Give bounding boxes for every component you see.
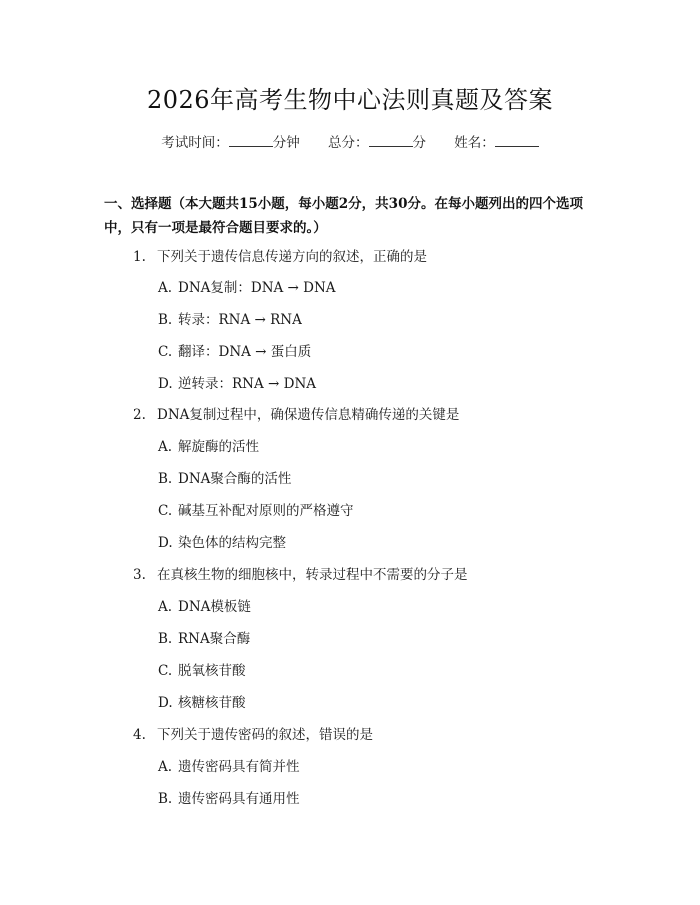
score-unit: 分 (412, 135, 426, 151)
question (133, 245, 427, 265)
option-label: B. (158, 631, 173, 647)
option-text: 翻译：DNA → 蛋白质 (178, 344, 312, 360)
option-text: 染色体的结构完整 (178, 535, 286, 551)
option (158, 531, 286, 551)
option (158, 691, 246, 711)
option-label: B. (158, 312, 173, 328)
section-heading: 一、选择题（本大题共15小题，每小题2分，共30分。在每小题列出的四个选项中，只有一项是最符合题目要求的。） (104, 196, 583, 236)
name-blank (495, 134, 539, 147)
question (133, 563, 468, 583)
question-number: 3. (133, 567, 146, 583)
option-text: DNA复制：DNA → DNA (178, 280, 336, 296)
option-label: A. (158, 759, 173, 775)
option (158, 467, 291, 487)
option-text: 遗传密码具有通用性 (178, 791, 300, 807)
score-label: 总分： (328, 135, 369, 151)
exam-score (328, 131, 426, 151)
score-blank (369, 134, 413, 147)
time-label: 考试时间： (161, 135, 229, 151)
option (158, 595, 251, 615)
option-text: 脱氧核苷酸 (178, 663, 246, 679)
option-text: 遗传密码具有简并性 (178, 759, 300, 775)
option-text: DNA模板链 (178, 599, 251, 615)
exam-meta (0, 131, 700, 151)
page-title: 2026年高考生物中心法则真题及答案 (146, 86, 554, 114)
option-label: B. (158, 791, 173, 807)
option-label: A. (158, 280, 173, 296)
option (158, 659, 246, 679)
option (158, 499, 354, 519)
name-label: 姓名： (454, 135, 495, 151)
option-text: 解旋酶的活性 (178, 439, 259, 455)
option (158, 787, 300, 807)
question-number: 2. (133, 407, 146, 423)
option-text: DNA聚合酶的活性 (178, 471, 292, 487)
question (133, 403, 459, 423)
option-label: C. (158, 503, 173, 519)
option (158, 755, 300, 775)
option-label: C. (158, 663, 173, 679)
option (158, 435, 259, 455)
option (158, 372, 316, 392)
option-label: D. (158, 535, 173, 551)
option-label: D. (158, 695, 173, 711)
exam-name (454, 131, 539, 151)
option-label: C. (158, 344, 173, 360)
option-text: 逆转录：RNA → DNA (178, 376, 317, 392)
option-label: D. (158, 376, 173, 392)
question-text: 下列关于遗传信息传递方向的叙述，正确的是 (157, 249, 427, 265)
question (133, 723, 373, 743)
option (158, 627, 250, 647)
question-text: 在真核生物的细胞核中，转录过程中不需要的分子是 (157, 567, 468, 583)
option-label: A. (158, 599, 173, 615)
option-label: A. (158, 439, 173, 455)
option (158, 308, 302, 328)
option (158, 340, 311, 360)
time-unit: 分钟 (272, 135, 300, 151)
question-text: 下列关于遗传密码的叙述，错误的是 (157, 727, 373, 743)
question-text: DNA复制过程中，确保遗传信息精确传递的关键是 (157, 407, 460, 423)
time-blank (229, 134, 273, 147)
option-text: 转录：RNA → RNA (178, 312, 302, 328)
option-text: RNA聚合酶 (178, 631, 251, 647)
option (158, 276, 336, 296)
question-number: 4. (133, 727, 146, 743)
exam-time (161, 131, 300, 151)
question-number: 1. (133, 249, 146, 265)
option-text: 核糖核苷酸 (178, 695, 246, 711)
option-label: B. (158, 471, 173, 487)
option-text: 碱基互补配对原则的严格遵守 (178, 503, 354, 519)
